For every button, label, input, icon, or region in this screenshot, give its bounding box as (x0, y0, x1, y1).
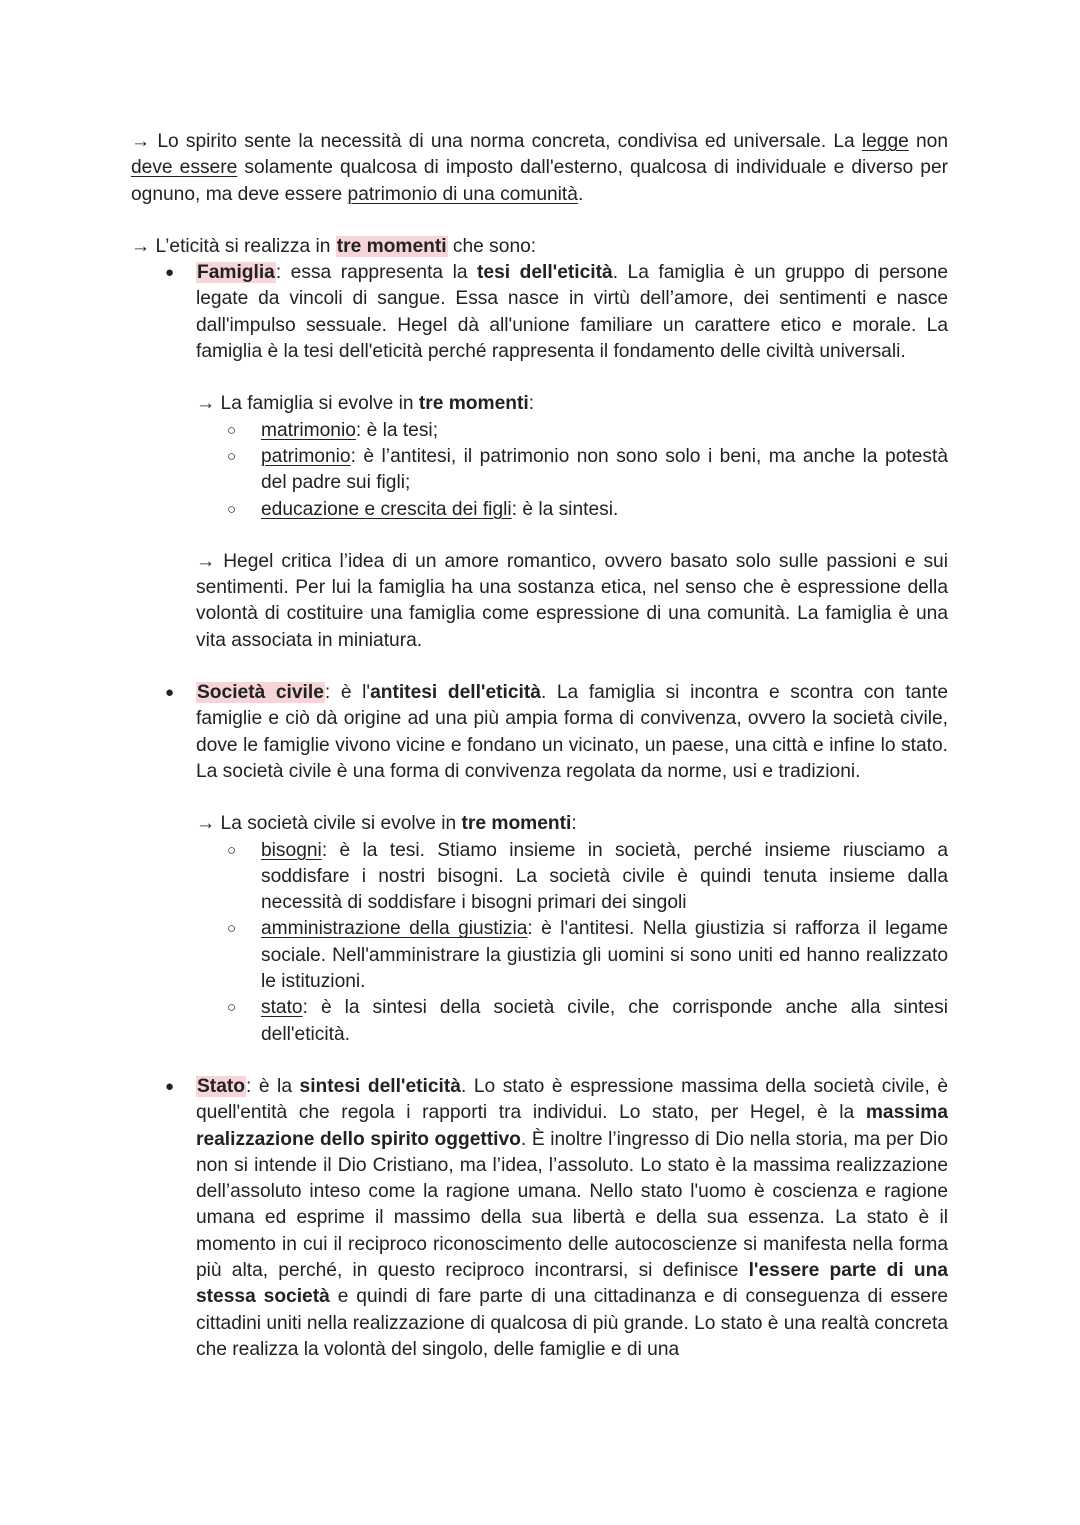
intro-text-d: . (577, 183, 584, 205)
famiglia-text-1: : essa rappresenta la (275, 262, 478, 284)
circle-bullet-icon: ○ (227, 999, 237, 1017)
list-item (261, 916, 948, 995)
item-term: amministrazione della giustizia (261, 918, 528, 940)
arrow-glyph: → (131, 235, 151, 257)
societa-text-2: . La famiglia si incontra e scontra con tante famiglie e ciò dà origine ad una più ampia forma di convivenza, ovvero la società civile, dove le famiglie vivono vicine e fondano un vicinato, un paese, una città e infine lo stato. La società civile è una forma di convivenza regolata da norme, usi e tradizioni. (196, 682, 949, 782)
tre-momenti-highlight: tre momenti (336, 235, 447, 257)
famiglia-paragraph (196, 260, 948, 365)
stato-text-1: : è la (245, 1075, 300, 1097)
intro-text-c: solamente qualcosa di imposto dall'esterno, qualcosa di individuale e diverso per ognuno, ma deve essere (131, 157, 949, 205)
list-item (261, 838, 948, 917)
stato-bold-2: massima realizzazione dello spirito oggettivo (196, 1102, 948, 1150)
list-item (261, 497, 948, 523)
legge-term: legge (861, 131, 909, 152)
item-term: patrimonio (261, 445, 351, 467)
circle-bullet-icon: ○ (227, 841, 237, 859)
list-item (261, 418, 948, 444)
item-text: : è la tesi. Stiamo insieme in società, perché insieme riusciamo a soddisfare i nostri bisogni. La società civile è quindi tenuta insieme dalla necessità di soddisfare i bisogni primari dei singoli (261, 839, 948, 914)
circle-bullet-icon: ○ (227, 421, 237, 439)
bullet-societa-civile (131, 680, 948, 785)
famiglia-sub-bold: tre momenti (418, 393, 529, 415)
item-text: : è l'antitesi. Nella giustizia si rafforza il legame sociale. Nell'amministrare la giustizia gli uomini si sono uniti ed hanno realizzato le istituzioni. (261, 918, 948, 993)
stato-text-3: . È inoltre l’ingresso di Dio nella storia, ma per Dio non si intende il Dio Cristiano, ma l’idea, l’assoluto. Lo stato è la massima realizzazione dell’assoluto inteso come la ragione umana. Nello stato l'uomo è coscienza e ragione umana ed esprime il massimo della sua libertà e della sua essenza. La stato è il momento in cui il reciproco riconoscimento delle autocoscienze si manifesta nella forma più alta, perché, in questo reciproco incontrarsi, si definisce (196, 1128, 948, 1281)
societa-text-1: : è l' (324, 682, 371, 704)
bullet-icon: ● (165, 684, 175, 702)
stato-text-4: e quindi di fare parte di una cittadinanza e di conseguenza di essere cittadini uniti nella realizzazione di qualcosa di più grande. Lo stato è una realtà concreta che realizza la volontà del singolo, delle famiglie e di una (196, 1286, 949, 1360)
eticita-lead-text-b: che sono: (447, 235, 537, 257)
list-item (261, 995, 948, 1048)
circle-bullet-icon: ○ (227, 500, 237, 518)
document-page (131, 129, 948, 1363)
famiglia-title: Famiglia (197, 262, 275, 284)
famiglia-text-2: . La famiglia è un gruppo di persone legate da vincoli di sangue. Essa nasce in virtù dell’amore, dei sentimenti e nasce dall'impulso sessuale. Hegel dà all'unione familiare un carattere etico e morale. La famiglia è la tesi dell'eticità perché rappresenta il fondamento delle civiltà universali. (196, 262, 949, 363)
societa-sub-text-c: : (571, 813, 577, 835)
eticita-lead-text-a: L’eticità si realizza in (150, 235, 336, 257)
stato-paragraph (196, 1074, 948, 1363)
item-term: bisogni (261, 839, 322, 861)
arrow-glyph: → (131, 131, 151, 152)
list-item (261, 444, 948, 497)
item-term: stato (261, 997, 303, 1019)
societa-title: Società civile (197, 682, 324, 704)
deve-essere-term: deve essere (131, 157, 238, 179)
item-text: : è la sintesi della società civile, che corrisponde anche alla sintesi dell'eticità. (261, 997, 948, 1045)
circle-bullet-icon: ○ (227, 920, 237, 938)
societa-bold-1: antitesi dell'eticità (370, 682, 541, 704)
bullet-famiglia (131, 260, 948, 365)
item-term: educazione e crescita dei figli (261, 498, 512, 520)
intro-text-a: Lo spirito sente la necessità di una norma concreta, condivisa ed universale. La (157, 131, 862, 152)
item-text: : è la tesi; (355, 419, 439, 441)
item-text: : è l’antitesi, il patrimonio non sono solo i beni, ma anche la potestà del padre sui figli; (261, 445, 948, 494)
societa-sub-text-a: → La società civile si evolve in (196, 813, 462, 835)
famiglia-item-matrimonio (131, 418, 948, 444)
patrimonio-comunita-term: patrimonio di una comunità (347, 183, 578, 205)
intro-text-b: non (908, 131, 948, 152)
famiglia-sub-text-c: : (528, 393, 535, 415)
famiglia-item-educazione (131, 497, 948, 523)
famiglia-sub-lead (131, 391, 948, 417)
stato-text-2: . Lo stato è espressione massima della società civile, è quell'entità che regola i rapporti tra individui. Lo stato, per Hegel, è la (196, 1075, 949, 1124)
societa-sub-bold: tre momenti (461, 813, 572, 835)
item-text: : è la sintesi. (511, 498, 619, 520)
famiglia-item-patrimonio (131, 444, 948, 497)
circle-bullet-icon: ○ (227, 447, 237, 465)
stato-bold-3: l'essere parte di una stessa società (196, 1259, 949, 1308)
item-term: matrimonio (261, 419, 356, 441)
bullet-icon: ● (165, 1077, 175, 1095)
societa-item-stato (131, 995, 948, 1048)
bullet-icon: ● (165, 264, 175, 282)
famiglia-bold-1: tesi dell'eticità (477, 262, 613, 284)
bullet-stato (131, 1074, 948, 1363)
societa-item-bisogni (131, 838, 948, 917)
stato-bold-1: sintesi dell'eticità (299, 1075, 461, 1097)
stato-title: Stato (197, 1075, 245, 1097)
societa-item-giustizia (131, 916, 948, 995)
societa-sub-lead (131, 811, 948, 837)
intro-paragraph (131, 129, 948, 208)
societa-paragraph (196, 680, 948, 785)
eticita-lead (131, 234, 948, 260)
famiglia-sub-text-a: → La famiglia si evolve in (196, 393, 419, 415)
famiglia-critica-paragraph: → Hegel critica l’idea di un amore romantico, ovvero basato solo sulle passioni e sui sentimenti. Per lui la famiglia ha una sostanza etica, nel senso che è espressione della volontà di costituire una famiglia come espressione di una comunità. La famiglia è una vita associata in miniatura. (196, 550, 948, 651)
